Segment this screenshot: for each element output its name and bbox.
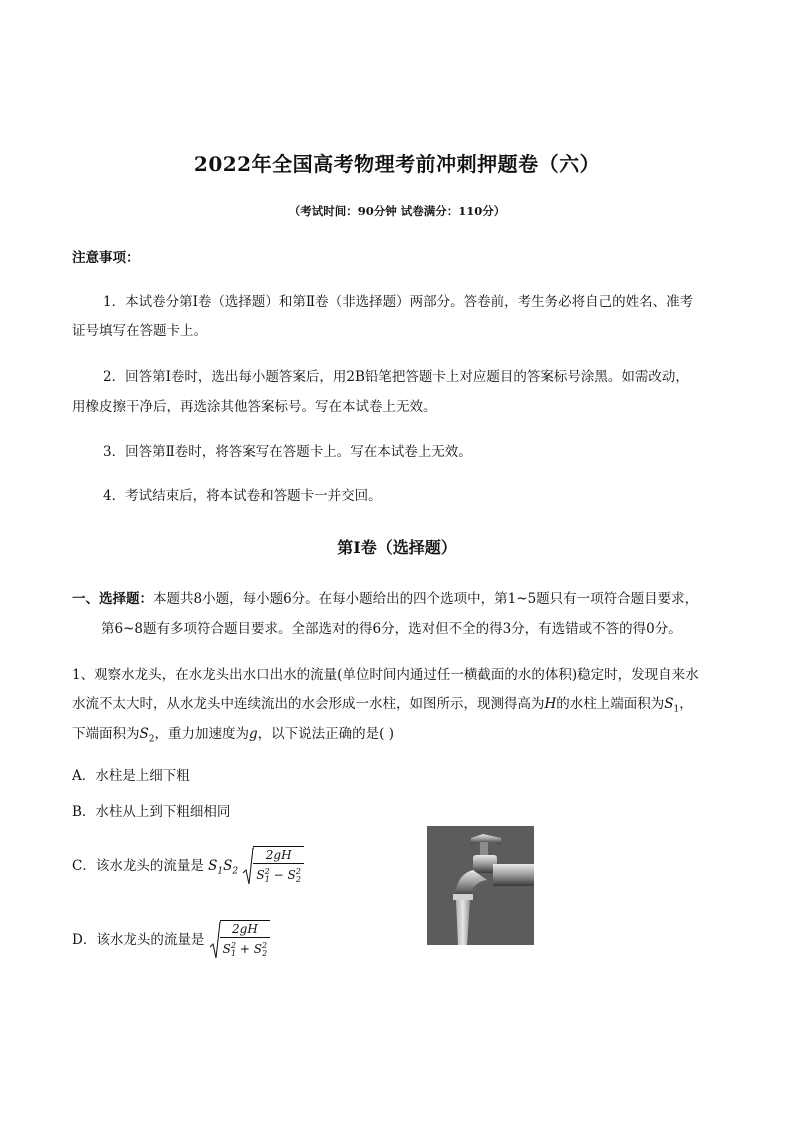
notice-1-line2: 证号填写在答题卡上。 <box>72 323 207 339</box>
notice-heading: 注意事项： <box>72 250 140 266</box>
exam-info: （考试时间：90分钟 试卷满分：110分） <box>288 204 506 218</box>
q1-stem-line3: 下端面积为$S_2$，重力加速度为g，以下说法正确的是( ) <box>72 726 394 745</box>
notice-2-line2: 用橡皮擦干净后，再选涂其他答案标号。写在本试卷上无效。 <box>72 399 437 415</box>
notice-4: 4．考试结束后，将本试卷和答题卡一并交回。 <box>103 488 382 504</box>
faucet-photo <box>427 826 534 945</box>
option-a: A．水柱是上细下粗 <box>72 768 190 784</box>
radical-d: $\frac{2gH}{S^2_1 + S^2_2}$ <box>209 920 271 961</box>
notice-2-line1: 2．回答第Ⅰ卷时，选出每小题答案后，用2B铅笔把答题卡上对应题目的答案标号涂黑。如需改动， <box>103 369 689 385</box>
part-intro-line1 <box>72 587 698 611</box>
option-d: D．该水龙头的流量是 $\frac{2gH}{S^2_1 + S^2_2}$ <box>72 920 270 961</box>
radical-c: $\frac{2gH}{S^2_1 - S^2_2}$ <box>242 846 304 887</box>
notice-1-line1: 1．本试卷分第Ⅰ卷（选择题）和第Ⅱ卷（非选择题）两部分。答卷前，考生务必将自己的姓名、准考 <box>103 294 694 310</box>
paper-title: 2022年全国高考物理考前冲刺押题卷（六） <box>193 152 601 176</box>
section-title: 第Ⅰ卷（选择题） <box>337 538 457 557</box>
q1-stem-line1: 1、观察水龙头，在水龙头出水口出水的流量(单位时间内通过任一横截面的水的体积)稳定时，发现自来水 <box>72 667 699 683</box>
option-b: B．水柱从上到下粗细相同 <box>72 804 231 820</box>
part-heading: 一、选择题： <box>72 591 153 607</box>
q1-stem-line2: 水流不太大时，从水龙头中连续流出的水会形成一水柱，如图所示，现测得高为H的水柱上端面积为$S_1$， <box>72 696 693 715</box>
part-rules: 本题共8小题，每小题6分。在每小题给出的四个选项中，第1~5题只有一项符合题目要求， <box>153 591 699 607</box>
option-c: C．该水龙头的流量是 $S_1S_2$ $\frac{2gH}{S^2_1 - S^2_2}$ <box>72 846 304 887</box>
part-intro-line2: 第6~8题有多项符合题目要求。全部选对的得6分，选对但不全的得3分，有选错或不答的得0分。 <box>101 621 682 637</box>
notice-3: 3．回答第Ⅱ卷时，将答案写在答题卡上。写在本试卷上无效。 <box>103 444 472 460</box>
